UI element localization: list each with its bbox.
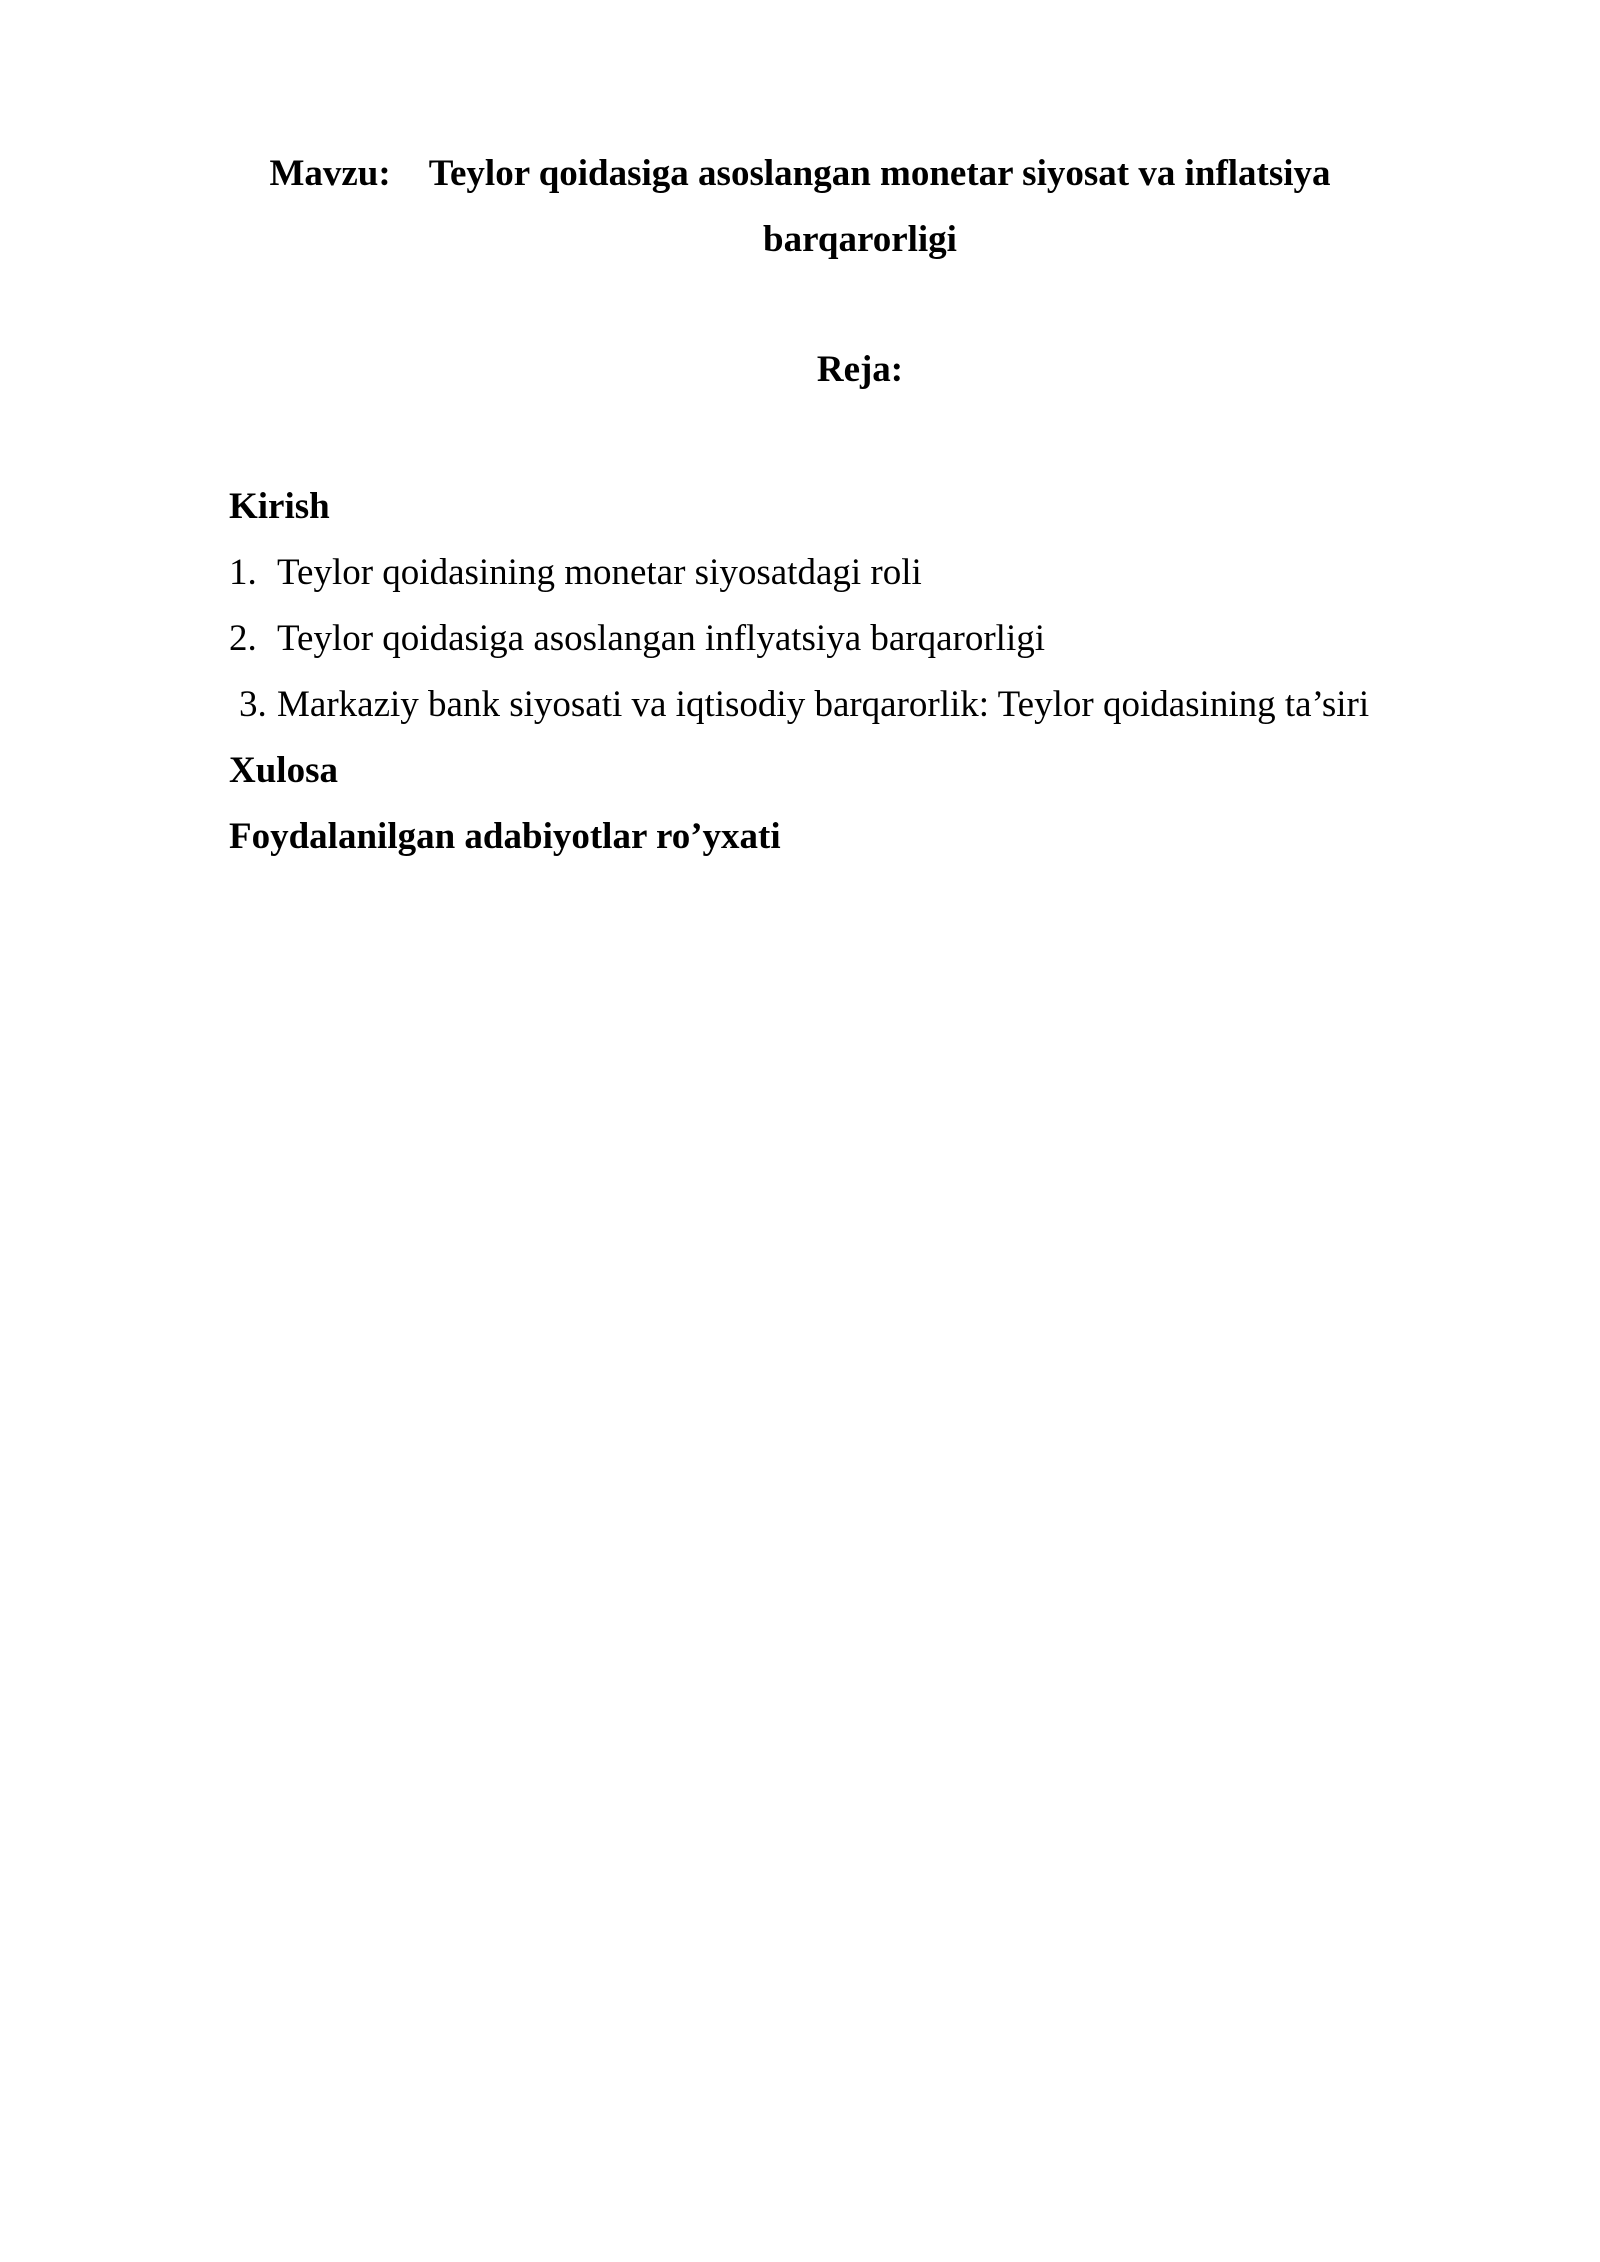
title-text-line2: barqarorligi [763, 219, 957, 260]
plan-intro: Kirish [229, 486, 330, 527]
plan-item-2 [229, 606, 1429, 672]
document-title [0, 148, 1600, 200]
plan-item-number: 2. [229, 618, 257, 659]
plan-list [229, 474, 1429, 870]
plan-item-number: 1. [229, 552, 257, 593]
plan-item-text: Teylor qoidasining monetar siyosatdagi roli [277, 552, 922, 593]
title-text-line1: Teylor qoidasiga asoslangan monetar siyosat va inflatsiya [428, 153, 1331, 194]
title-label: Mavzu: [269, 153, 391, 194]
plan-item-3 [229, 672, 1429, 738]
plan-item-number: 3. [239, 684, 267, 725]
plan-item-1 [229, 540, 1429, 606]
plan-conclusion: Xulosa [229, 750, 338, 791]
plan-heading: Reja: [816, 349, 904, 390]
plan-item-text: Markaziy bank siyosati va iqtisodiy barqarorlik: Teylor qoidasining ta’siri [277, 684, 1370, 725]
plan-references: Foydalanilgan adabiyotlar ro’yxati [229, 816, 781, 857]
plan-item-text: Teylor qoidasiga asoslangan inflyatsiya barqarorligi [277, 618, 1046, 659]
